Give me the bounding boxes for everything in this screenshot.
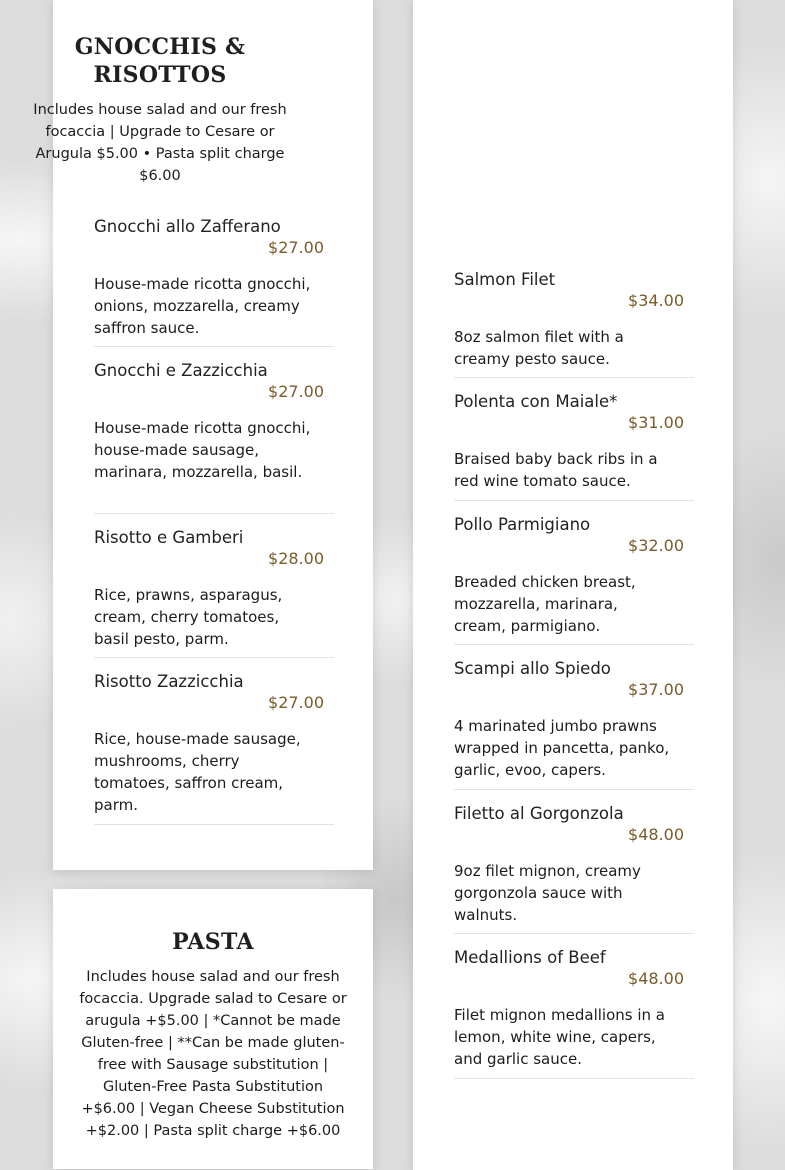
menu-item-name: Scampi allo Spiedo [454, 659, 611, 678]
menu-item-name: Filetto al Gorgonzola [454, 804, 624, 823]
menu-item-price: $27.00 [268, 693, 324, 712]
menu-item [454, 803, 694, 934]
menu-item-price: $48.00 [628, 825, 684, 844]
menu-item-price: $27.00 [268, 382, 324, 401]
menu-item [454, 391, 694, 501]
menu-item [94, 527, 334, 658]
menu-item-name: Gnocchi e Zazzicchia [94, 361, 268, 380]
menu-item [94, 671, 334, 825]
menu-item [454, 514, 694, 645]
menu-item [454, 269, 694, 378]
menu-item-description: Rice, house-made sausage, mushrooms, cherry tomatoes, saffron cream, parm. [94, 730, 301, 814]
menu-item-name: Salmon Filet [454, 270, 556, 289]
menu-item-name: Risotto Zazzicchia [94, 672, 244, 691]
section-description-gnocchis-risottos: Includes house salad and our fresh focaccia | Upgrade to Cesare or Arugula $5.00 • Pasta split charge $6.00 [33, 102, 287, 184]
menu-item-description: 4 marinated jumbo prawns wrapped in pancetta, panko, garlic, evoo, capers. [454, 717, 670, 779]
menu-item-description: Rice, prawns, asparagus, cream, cherry tomatoes, basil pesto, parm. [94, 586, 283, 648]
menu-item-name: Medallions of Beef [454, 948, 606, 967]
menu-item-name: Polenta con Maiale* [454, 392, 618, 411]
menu-item-name: Pollo Parmigiano [454, 515, 591, 534]
menu-item-price: $31.00 [628, 413, 684, 432]
menu-item-description: House-made ricotta gnocchi, house-made sausage, marinara, mozzarella, basil. [94, 419, 311, 481]
menu-item [94, 360, 334, 514]
menu-item [454, 947, 694, 1079]
menu-item-price: $37.00 [628, 680, 684, 699]
section-title-gnocchis-risottos: GNOCCHIS & RISOTTOS [74, 34, 246, 88]
menu-item-description: 9oz filet mignon, creamy gorgonzola sauce with walnuts. [454, 862, 641, 924]
menu-item-price: $27.00 [268, 238, 324, 257]
menu-item-description: House-made ricotta gnocchi, onions, mozzarella, creamy saffron sauce. [94, 275, 311, 337]
section-title-pasta: PASTA [172, 929, 254, 955]
menu-item-name: Risotto e Gamberi [94, 528, 244, 547]
menu-item-description: Breaded chicken breast, mozzarella, marinara, cream, parmigiano. [454, 573, 636, 635]
menu-item [454, 658, 694, 790]
menu-item-price: $28.00 [268, 549, 324, 568]
menu-item-description: Braised baby back ribs in a red wine tomato sauce. [454, 450, 658, 490]
section-description-pasta: Includes house salad and our fresh focaccia. Upgrade salad to Cesare or arugula +$5.00 | *Cannot be made Gluten-free | **Can be made gluten-free with Sausage substitution | Gluten-Free Pasta Substitution +$6.00 | Vegan Cheese Substitution +$2.00 | Pasta split charge +$6.00 [79, 969, 347, 1139]
menu-item-price: $32.00 [628, 536, 684, 555]
menu-item-price: $34.00 [628, 291, 684, 310]
menu-item [94, 216, 334, 347]
menu-item-price: $48.00 [628, 969, 684, 988]
menu-item-description: Filet mignon medallions in a lemon, white wine, capers, and garlic sauce. [454, 1006, 665, 1068]
menu-item-description: 8oz salmon filet with a creamy pesto sauce. [454, 328, 624, 368]
menu-item-name: Gnocchi allo Zafferano [94, 217, 281, 236]
